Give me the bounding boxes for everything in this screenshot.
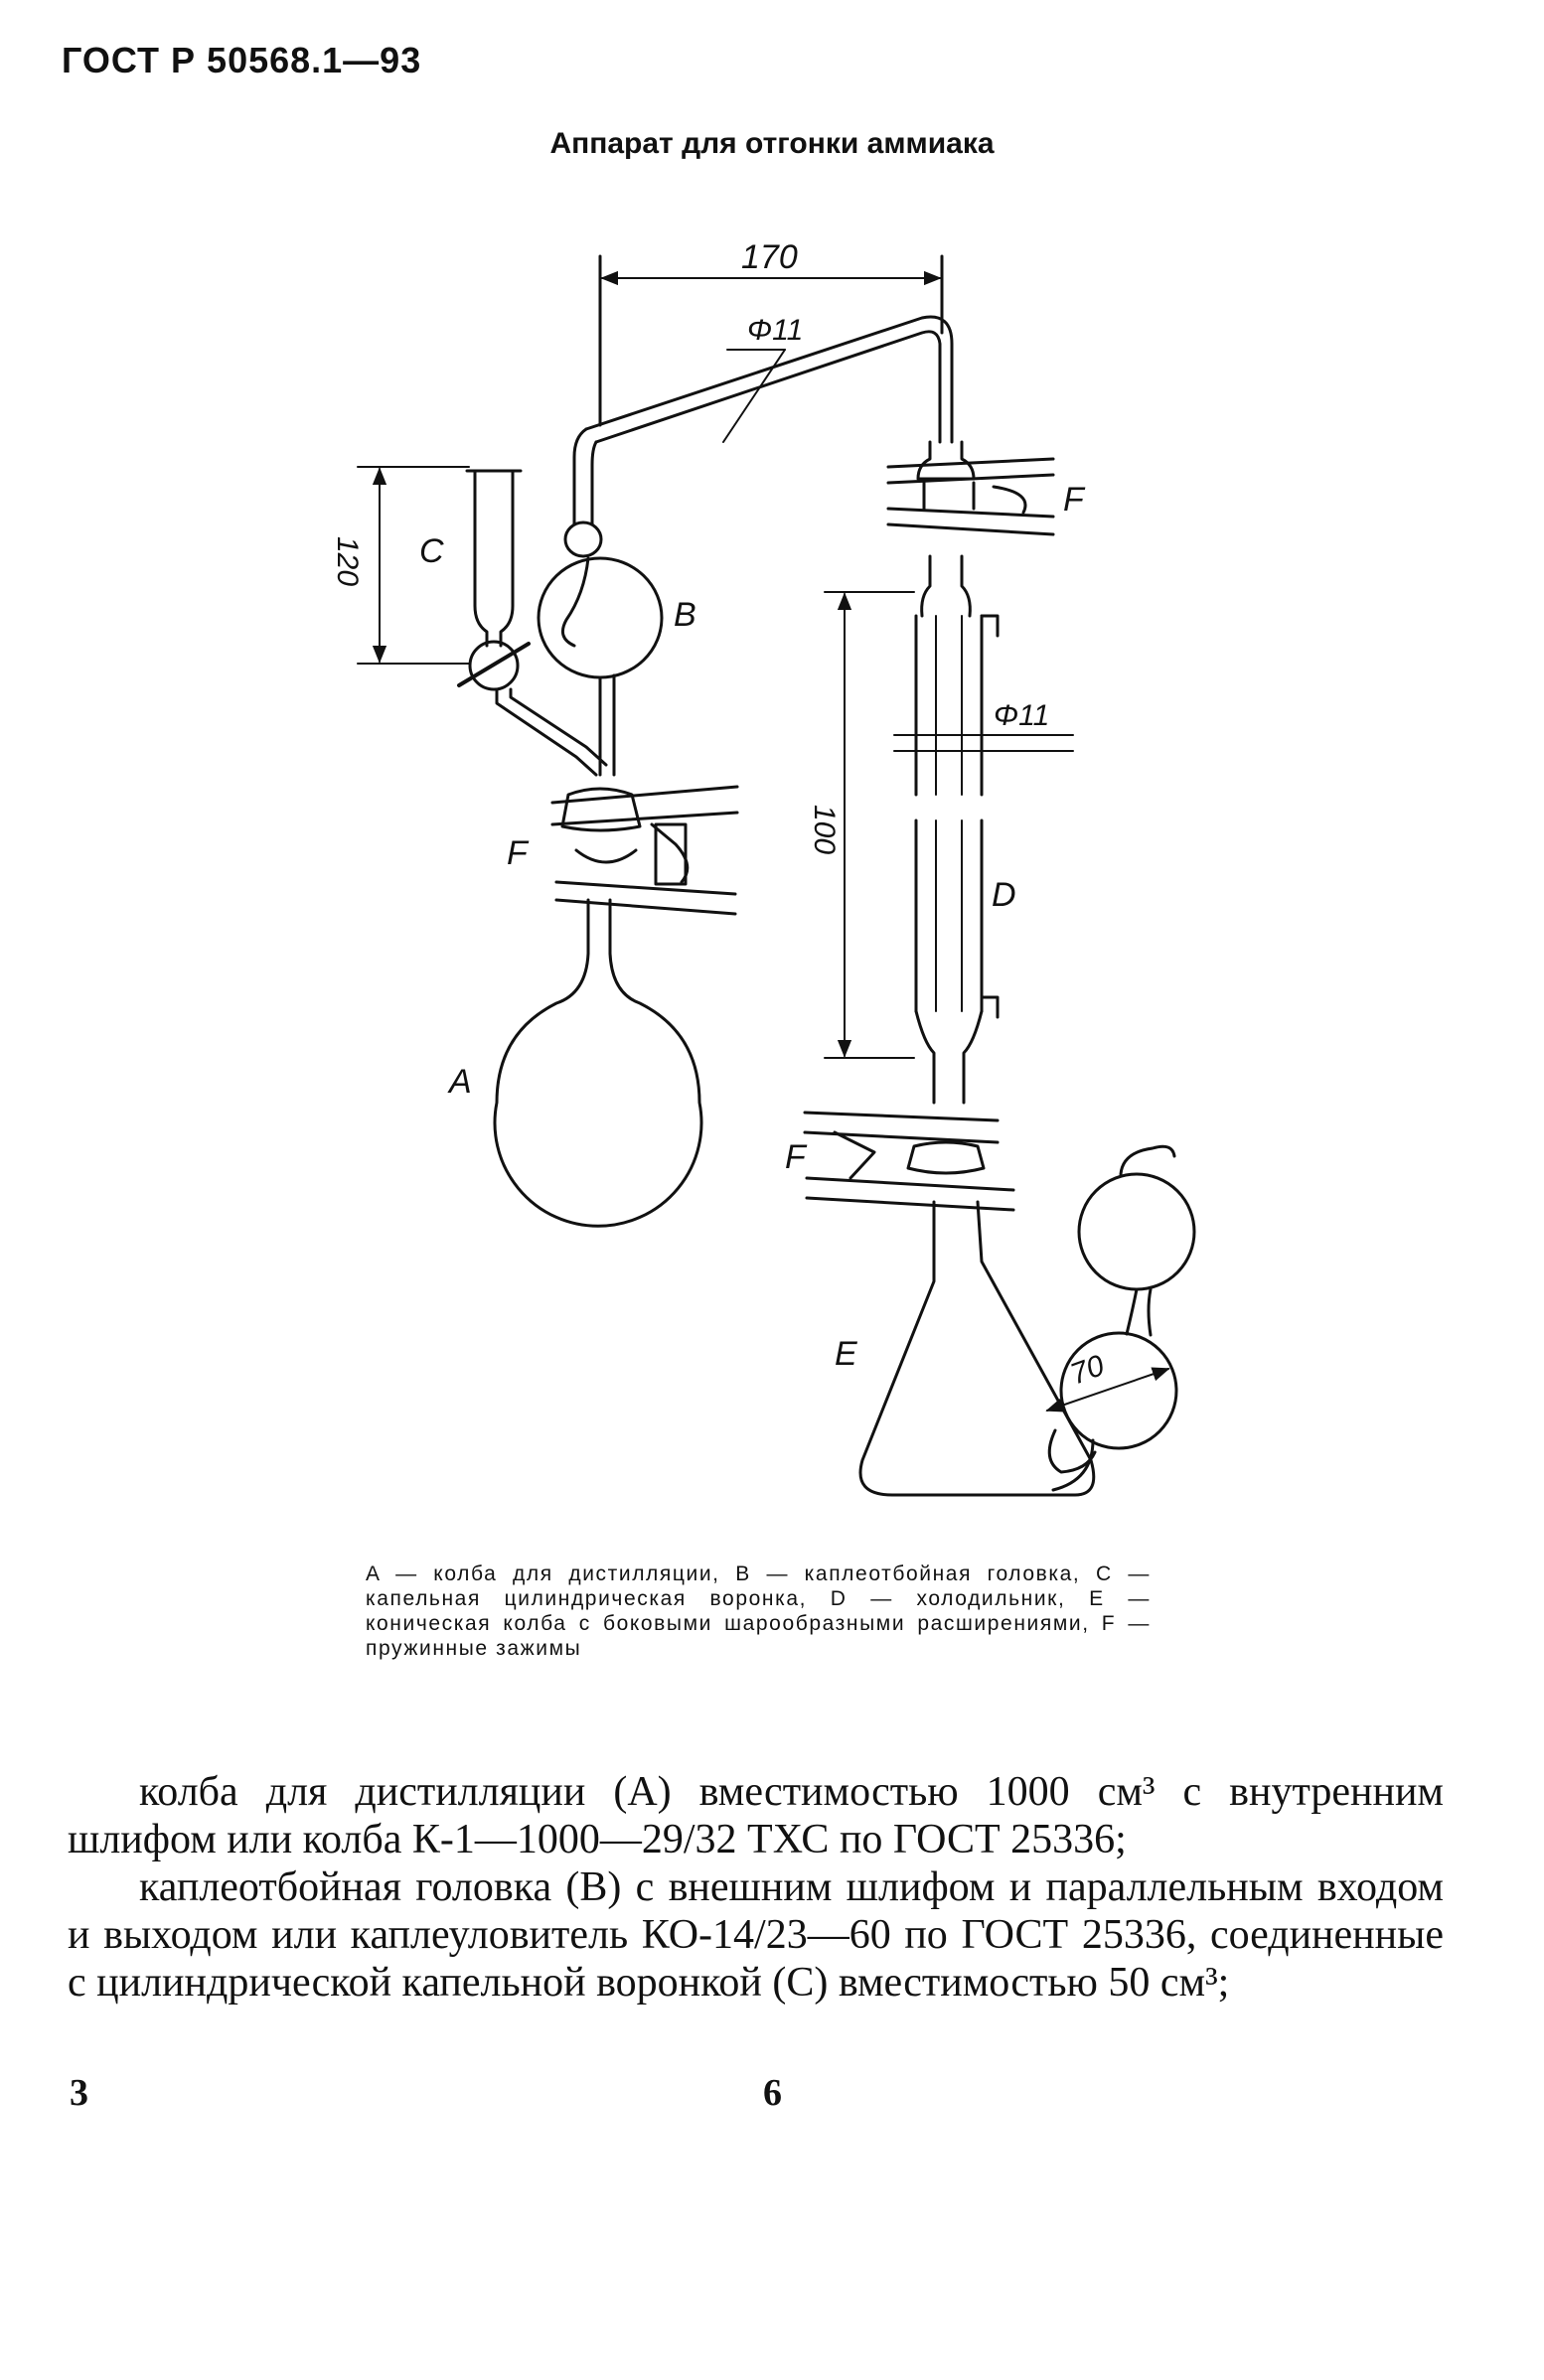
paragraph-head: каплеотбойная головка (B) с внешним шлифом и параллельным входом и выходом или каплеуловитель КО-14/23—60 по ГОСТ 25336, соединенные с цилиндрической капельной воронкой (C) вместимостью 50 см³; xyxy=(68,1864,1444,2006)
standard-code: ГОСТ Р 50568.1—93 xyxy=(62,40,422,80)
label-D: D xyxy=(992,876,1016,914)
figure-caption: A — колба для дистилляции, B — каплеотбойная головка, C — капельная цилиндрическая воронка, D — холодильник, E — коническая колба с боковыми шарообразными расширениями, F — пружинные зажимы xyxy=(366,1562,1151,1660)
label-F-left: F xyxy=(507,834,528,872)
paragraph-flask: колба для дистилляции (A) вместимостью 1000 см³ с внутренним шлифом или колба К-1—1000—29/32 ТХС по ГОСТ 25336; xyxy=(68,1769,1444,1862)
dimension-height-condenser: 100 xyxy=(808,805,841,855)
page-number-center: 6 xyxy=(763,2072,782,2114)
page-number-left: 3 xyxy=(70,2072,88,2114)
body-text xyxy=(68,1768,1444,2007)
label-A: A xyxy=(449,1063,472,1101)
dimension-diameter-top: Φ11 xyxy=(747,314,804,347)
label-B: B xyxy=(674,596,696,634)
label-C: C xyxy=(419,532,444,570)
figure-title: Аппарат для отгонки аммиака xyxy=(549,127,995,160)
dimension-diameter-condenser: Φ11 xyxy=(994,699,1050,732)
dimension-width-top: 170 xyxy=(741,238,798,276)
label-F-upper-right: F xyxy=(1063,481,1084,519)
dimension-bulb-size: 70 xyxy=(1066,1349,1109,1392)
label-F-lower: F xyxy=(785,1138,806,1176)
dimension-height-funnel: 120 xyxy=(331,536,364,587)
label-E: E xyxy=(835,1335,857,1373)
